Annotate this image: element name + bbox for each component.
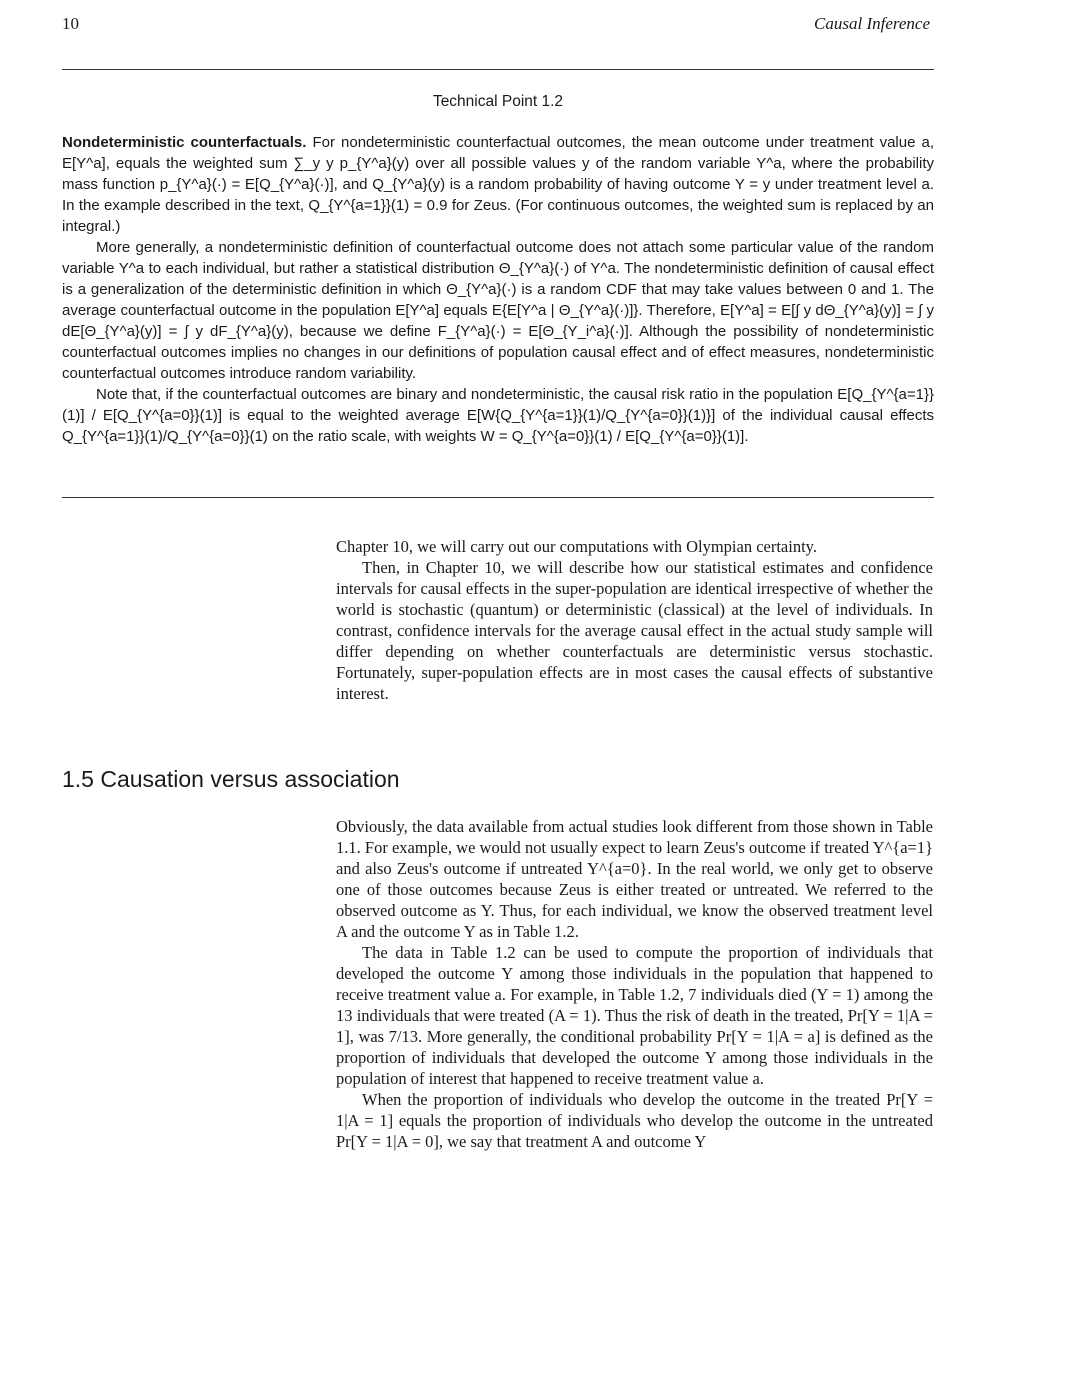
technical-point-paragraph-1 <box>62 132 934 237</box>
body-text-block-2 <box>336 816 933 1152</box>
technical-point-heading: Nondeterministic counterfactuals. <box>62 134 307 151</box>
technical-point-bottom-rule <box>62 497 934 498</box>
technical-point-text-1: For nondeterministic counterfactual outcomes, the mean outcome under treatment value a, E[Y^a], equals the weighted sum ∑_y y p_{Y^a}(y) over all possible values y of the random variable Y^a, where the probability mass function p_{Y^a}(·) = E[Q_{Y^a}(·)], and Q_{Y^a}(y) is a random probability of having outcome Y = y under treatment level a. In the example described in the text, Q_{Y^{a=1}}(1) = 0.9 for Zeus. (For continuous outcomes, the weighted sum is replaced by an integral.) <box>62 134 934 235</box>
technical-point-paragraph-2: More generally, a nondeterministic definition of counterfactual outcome does not attach some particular value of the random variable Y^a to each individual, but rather a statistical distribution Θ_{Y^a}(·) of Y^a. The nondeterministic definition of causal effect is a generalization of the deterministic definition in which Θ_{Y^a}(·) is a random CDF that may take values between 0 and 1. The average counterfactual outcome in the population E[Y^a] equals E{E[Y^a | Θ_{Y^a}(·)]}. Therefore, E[Y^a] = E[∫ y dΘ_{Y^a}(y)] = ∫ y dE[Θ_{Y^a}(y)] = ∫ y dF_{Y^a}(y), because we define F_{Y^a}(·) = E[Θ_{Y_i^a}(·)]. Although the possibility of nondeterministic counterfactual outcomes implies no changes in our definitions of population causal effect and of effect measures, nondeterministic counterfactual outcomes introduce random variability. <box>62 239 934 382</box>
technical-point-top-rule <box>62 69 934 70</box>
technical-point-body <box>62 132 934 447</box>
section-heading: 1.5 Causation versus association <box>62 766 400 792</box>
body-text-block-1 <box>336 536 933 704</box>
technical-point-title: Technical Point 1.2 <box>432 93 564 110</box>
body-paragraph: The data in Table 1.2 can be used to compute the proportion of individuals that developed the outcome Y among those individuals in the population that happened to receive treatment value a. For example, in Table 1.2, 7 individuals died (Y = 1) among the 13 individuals that were treated (A = 1). Thus the risk of death in the treated, Pr[Y = 1|A = 1], was 7/13. More generally, the conditional probability Pr[Y = 1|A = a] is defined as the proportion of individuals that developed the outcome Y among those individuals in the population of interest that happened to receive treatment value a. <box>336 943 933 1088</box>
body-paragraph: Chapter 10, we will carry out our computations with Olympian certainty. <box>336 537 817 556</box>
body-paragraph: When the proportion of individuals who develop the outcome in the treated Pr[Y = 1|A = 1] equals the proportion of individuals who develop the outcome in the untreated Pr[Y = 1|A = 0], we say that treatment A and outcome Y <box>336 1090 933 1151</box>
running-title: Causal Inference <box>814 14 930 33</box>
page-header <box>62 14 930 38</box>
technical-point-paragraph-3: Note that, if the counterfactual outcomes are binary and nondeterministic, the causal risk ratio in the population E[Q_{Y^{a=1}}(1)] / E[Q_{Y^{a=0}}(1)] is equal to the weighted average E[W{Q_{Y^{a=1}}(1)/Q_{Y^{a=0}}(1)}] of the individual causal effects Q_{Y^{a=1}}(1)/Q_{Y^{a=0}}(1) on the ratio scale, with weights W = Q_{Y^{a=0}}(1) / E[Q_{Y^{a=0}}(1)]. <box>62 386 934 445</box>
body-paragraph: Then, in Chapter 10, we will describe how our statistical estimates and confidence intervals for causal effects in the super-population are identical irrespective of whether the world is stochastic (quantum) or deterministic (classical) at the level of individuals. In contrast, confidence intervals for the average causal effect in the actual study sample will differ depending on whether counterfactuals are deterministic versus stochastic. Fortunately, super-population effects are in most cases the causal effects of substantive interest. <box>336 558 933 703</box>
page-number: 10 <box>62 14 79 33</box>
body-paragraph: Obviously, the data available from actual studies look different from those shown in Table 1.1. For example, we would not usually expect to learn Zeus's outcome if treated Y^{a=1} and also Zeus's outcome if untreated Y^{a=0}. In the real world, we only get to observe one of those outcomes because Zeus is either treated or untreated. We referred to the observed outcome as Y. Thus, for each individual, we know the observed treatment level A and the outcome Y as in Table 1.2. <box>336 817 933 941</box>
